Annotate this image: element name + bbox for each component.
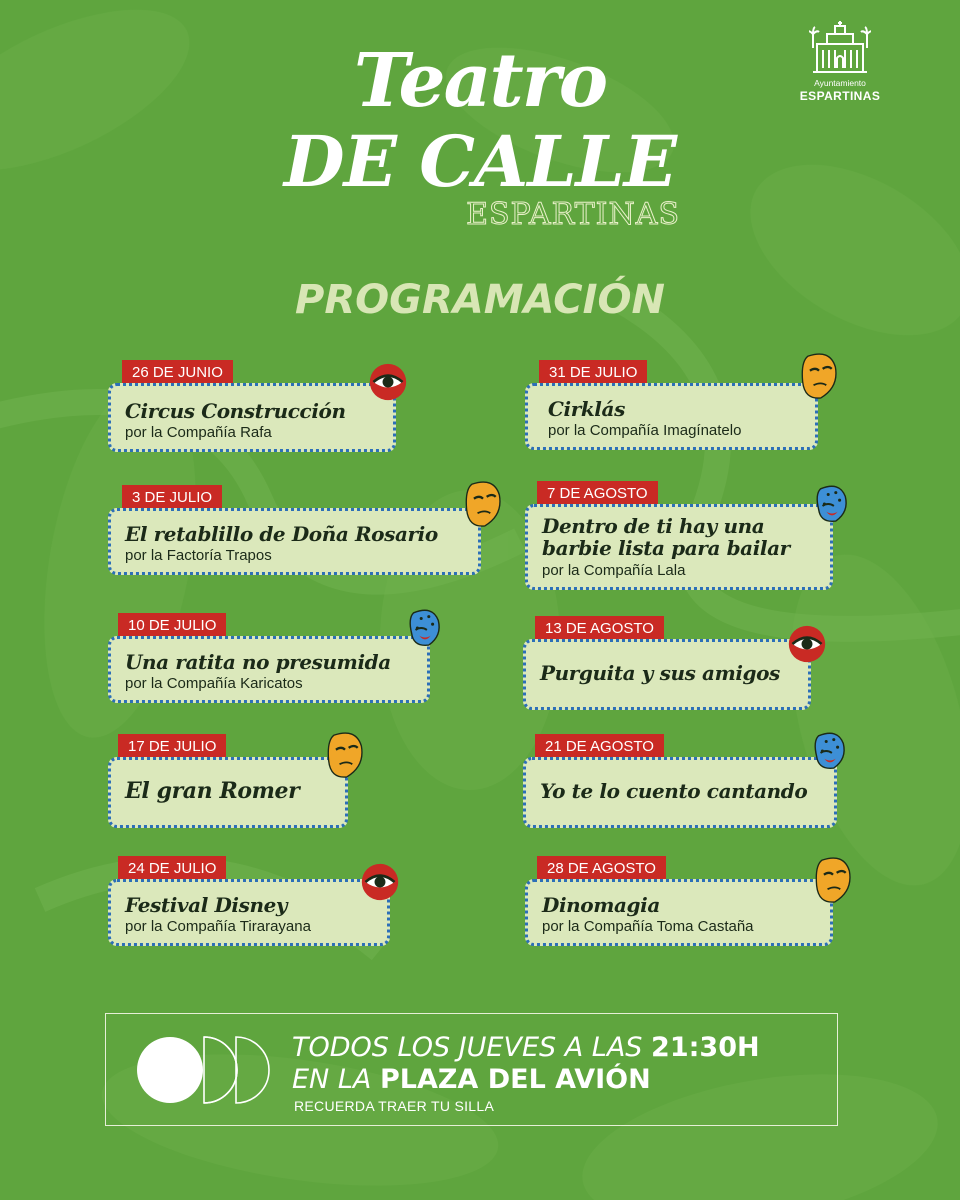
event-title: Dinomagia <box>542 893 660 917</box>
event-date: 17 DE JULIO <box>118 734 226 759</box>
event-17-julio <box>108 734 348 828</box>
event-card <box>525 504 833 590</box>
event-card <box>523 757 837 828</box>
event-title: Purguita y sus amigos <box>540 661 780 686</box>
event-date: 24 DE JULIO <box>118 856 226 881</box>
event-date: 3 DE JULIO <box>122 485 222 510</box>
orange-mask-icon <box>799 352 839 402</box>
schedule-footer <box>105 1013 838 1126</box>
blue-mask-icon <box>813 483 851 525</box>
event-company: por la Compañía Imagínatelo <box>548 422 742 440</box>
event-7-agosto <box>525 481 833 592</box>
event-title: Cirklás <box>548 397 625 421</box>
moon-phases-icon <box>136 1034 274 1106</box>
event-date: 7 DE AGOSTO <box>537 481 658 506</box>
event-title: El retablillo de Doña Rosario <box>125 522 438 546</box>
footer-schedule-time: 21:30H <box>651 1032 760 1063</box>
event-title: Una ratita no presumida <box>125 650 391 674</box>
event-card <box>108 508 481 575</box>
event-card <box>108 383 396 452</box>
event-company: por la Compañía Karicatos <box>125 675 303 693</box>
footer-place-name: PLAZA DEL AVIÓN <box>379 1064 651 1095</box>
event-date: 21 DE AGOSTO <box>535 734 664 759</box>
event-company: por la Compañía Rafa <box>125 424 272 442</box>
event-title-line1: Dentro de ti hay una <box>542 514 765 538</box>
event-card <box>525 383 818 450</box>
eye-icon <box>368 362 408 402</box>
event-date: 31 DE JULIO <box>539 360 647 385</box>
event-company: por la Factoría Trapos <box>125 547 272 565</box>
event-date: 28 DE AGOSTO <box>537 856 666 881</box>
orange-mask-icon <box>325 731 365 781</box>
event-title: Circus Construcción <box>125 399 346 423</box>
event-28-agosto <box>525 856 833 949</box>
event-date: 13 DE AGOSTO <box>535 616 664 641</box>
event-company: por la Compañía Lala <box>542 561 686 579</box>
event-title: Festival Disney <box>125 893 288 917</box>
event-24-julio <box>108 856 390 949</box>
event-31-julio <box>525 360 818 453</box>
event-company: por la Compañía Tirarayana <box>125 918 311 936</box>
eye-icon <box>787 624 827 664</box>
event-date: 26 DE JUNIO <box>122 360 233 385</box>
event-21-agosto <box>523 734 837 828</box>
event-3-julio <box>108 485 481 580</box>
orange-mask-icon <box>463 480 503 530</box>
title-de-calle: DE CALLE <box>283 120 677 203</box>
event-card <box>523 639 811 710</box>
blue-mask-icon <box>406 607 444 649</box>
event-card <box>525 879 833 946</box>
footer-note: RECUERDA TRAER TU SILLA <box>294 1098 495 1114</box>
event-card <box>108 879 390 946</box>
eye-icon <box>360 862 400 902</box>
orange-mask-icon <box>813 856 853 906</box>
event-title-line2: barbie lista para bailar <box>542 536 790 561</box>
event-title: El gran Romer <box>125 778 300 805</box>
title-teatro: Teatro <box>353 38 607 124</box>
footer-place-line <box>292 1066 651 1093</box>
logo-line1: Ayuntamiento <box>814 78 866 88</box>
event-company: por la Compañía Toma Castaña <box>542 918 754 936</box>
footer-schedule-prefix: TODOS LOS JUEVES A LAS <box>292 1032 643 1063</box>
title-espartinas: ESPARTINAS <box>466 197 680 232</box>
footer-place-prefix: EN LA <box>292 1064 372 1095</box>
event-10-julio <box>108 613 430 708</box>
event-title: Yo te lo cuento cantando <box>540 779 808 804</box>
programacion-heading: PROGRAMACIÓN <box>295 277 665 323</box>
event-13-agosto <box>523 616 811 710</box>
footer-schedule-line <box>292 1034 760 1061</box>
event-26-junio <box>108 360 396 453</box>
logo-line2: ESPARTINAS <box>799 89 881 103</box>
event-card <box>108 636 430 703</box>
blue-mask-icon <box>811 730 849 772</box>
event-date: 10 DE JULIO <box>118 613 226 638</box>
event-card <box>108 757 348 828</box>
